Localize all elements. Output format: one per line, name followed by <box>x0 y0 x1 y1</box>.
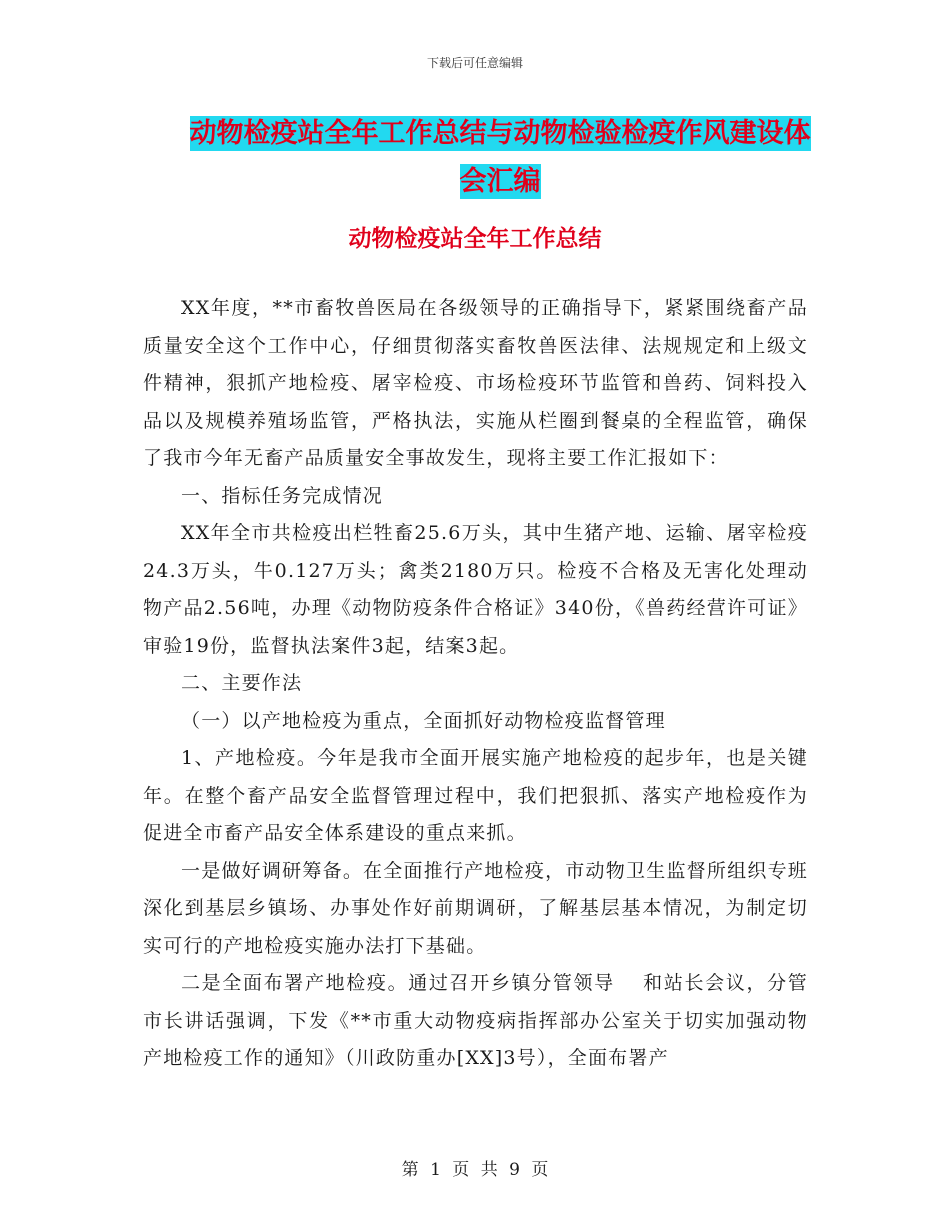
paragraph: 1、产地检疫。今年是我市全面开展实施产地检疫的起步年，也是关键年。在整个畜产品安全监督管理过程中，我们把狠抓、落实产地检疫作为促进全市畜产品安全体系建设的重点来抓。 <box>143 747 808 844</box>
document-title <box>150 110 850 206</box>
document-title-line2: 会汇编 <box>459 166 541 197</box>
paragraph: （一）以产地检疫为重点，全面抓好动物检疫监督管理 <box>181 709 666 732</box>
paragraph: 一、指标任务完成情况 <box>181 484 384 507</box>
paragraph: 一是做好调研筹备。在全面推行产地检疫，市动物卫生监督所组织专班深化到基层乡镇场、办事处作好前期调研，了解基层基本情况，为制定切实可行的产地检疫实施办法打下基础。 <box>143 859 808 957</box>
paragraph: XX年全市共检疫出栏牲畜25.6万头，其中生猪产地、运输、屠宰检疫24.3万头，牛0.127万头；禽类2180万只。检疫不合格及无害化处理动物产品2.56吨，办理《动物防疫条件合格证》340份，《兽药经营许可证》审验19份，监督执法案件3起，结案3起。 <box>143 522 808 657</box>
document-title-line1: 动物检疫站全年工作总结与动物检验检疫作风建设体 <box>189 118 811 149</box>
paragraph: 二、主要作法 <box>181 672 303 694</box>
page-header-note: 下载后可任意编辑 <box>426 56 523 70</box>
page-number-footer: 第 1 页 共 9 页 <box>401 1160 549 1180</box>
paragraph: XX年度，**市畜牧兽医局在各级领导的正确指导下，紧紧围绕畜产品质量安全这个工作中心，仔细贯彻落实畜牧兽医法律、法规规定和上级文件精神，狠抓产地检疫、屠宰检疫、市场检疫环节监管和兽药、饲料投入品以及规模养殖场监管，严格执法，实施从栏圈到餐桌的全程监管，确保了我市今年无畜产品质量安全事故发生，现将主要工作汇报如下： <box>143 297 808 469</box>
document-body <box>143 290 808 1078</box>
section-title: 动物检疫站全年工作总结 <box>348 225 602 252</box>
paragraph: 二是全面布署产地检疫。通过召开乡镇分管领导 和站长会议，分管市长讲话强调，下发《**市重大动物疫病指挥部办公室关于切实加强动物产地检疫工作的通知》（川政防重办[XX]3号），全面布署产 <box>143 972 808 1069</box>
